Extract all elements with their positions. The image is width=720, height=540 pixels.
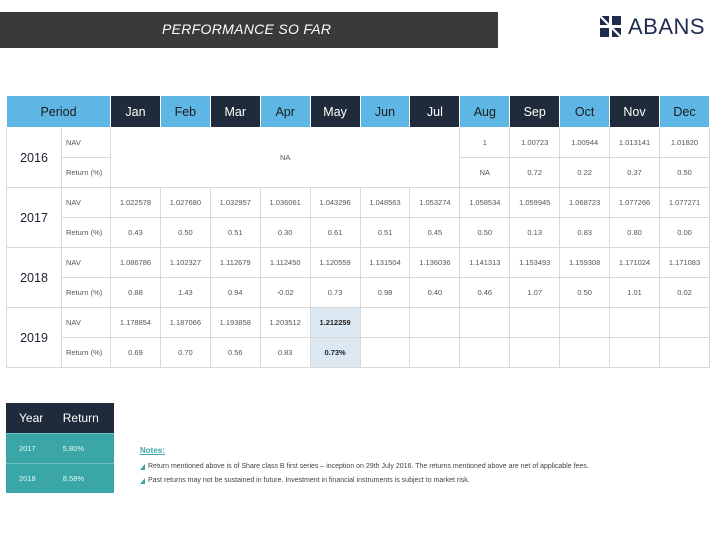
- return-cell: 0.88: [111, 278, 161, 308]
- nav-cell: 1.120559: [310, 248, 360, 278]
- na-cell: NA: [111, 128, 460, 188]
- header-dec: Dec: [659, 96, 709, 128]
- nav-cell: 1.136036: [410, 248, 460, 278]
- return-cell: 0.50: [560, 278, 610, 308]
- empty-cell: [560, 308, 610, 338]
- empty-cell: [510, 338, 560, 368]
- abans-logo-icon: [600, 16, 622, 38]
- nav-cell: 1.077266: [610, 188, 660, 218]
- return-cell: 0.80: [610, 218, 660, 248]
- table-row-2017-nav: [7, 188, 710, 218]
- row-label-return: Return (%): [62, 278, 111, 308]
- year-cell-2016: 2016: [7, 128, 62, 188]
- nav-cell: 1.077271: [659, 188, 709, 218]
- return-cell: 1.07: [510, 278, 560, 308]
- return-cell: 0.50: [659, 158, 709, 188]
- return-cell: 0.98: [360, 278, 410, 308]
- page-title: PERFORMANCE SO FAR: [162, 21, 332, 37]
- nav-cell: 1.022578: [111, 188, 161, 218]
- nav-cell: 1.01820: [659, 128, 709, 158]
- note-item: [140, 477, 715, 484]
- header-mar: Mar: [210, 96, 260, 128]
- nav-cell: 1.00944: [560, 128, 610, 158]
- header-jul: Jul: [410, 96, 460, 128]
- return-cell: 0.83: [260, 338, 310, 368]
- year-cell-2018: 2018: [7, 248, 62, 308]
- nav-cell: 1.027680: [160, 188, 210, 218]
- nav-cell: 1.032957: [210, 188, 260, 218]
- nav-cell: 1.203512: [260, 308, 310, 338]
- nav-cell: 1.068723: [560, 188, 610, 218]
- row-label-return: Return (%): [62, 158, 111, 188]
- notes-section: [140, 446, 715, 491]
- annual-return-table: [6, 403, 114, 493]
- nav-cell: 1.036061: [260, 188, 310, 218]
- annual-header-row: [6, 403, 114, 434]
- row-label-nav: NAV: [62, 188, 111, 218]
- table-row-2019-return: [7, 338, 710, 368]
- row-label-nav: NAV: [62, 308, 111, 338]
- empty-cell: [360, 308, 410, 338]
- nav-cell: 1.053274: [410, 188, 460, 218]
- nav-cell: 1.153493: [510, 248, 560, 278]
- return-cell: NA: [460, 158, 510, 188]
- nav-cell: 1.043296: [310, 188, 360, 218]
- header-nov: Nov: [610, 96, 660, 128]
- return-cell: 0.02: [659, 278, 709, 308]
- header-feb: Feb: [160, 96, 210, 128]
- header-sep: Sep: [510, 96, 560, 128]
- empty-cell: [460, 338, 510, 368]
- return-cell: 0.51: [210, 218, 260, 248]
- return-cell: 0.43: [111, 218, 161, 248]
- nav-cell: 1.171083: [659, 248, 709, 278]
- return-cell: 0.50: [160, 218, 210, 248]
- brand-logo: [600, 15, 705, 39]
- row-label-nav: NAV: [62, 248, 111, 278]
- header-jun: Jun: [360, 96, 410, 128]
- empty-cell: [510, 308, 560, 338]
- row-label-return: Return (%): [62, 338, 111, 368]
- header-may: May: [310, 96, 360, 128]
- table-header-row: [7, 96, 710, 128]
- return-cell: 0.45: [410, 218, 460, 248]
- empty-cell: [410, 308, 460, 338]
- nav-cell: 1.102327: [160, 248, 210, 278]
- nav-cell: 1.086786: [111, 248, 161, 278]
- return-cell: 0.69: [111, 338, 161, 368]
- empty-cell: [360, 338, 410, 368]
- nav-cell: 1.159308: [560, 248, 610, 278]
- return-cell: 0.61: [310, 218, 360, 248]
- annual-row: [6, 434, 114, 464]
- empty-cell: [659, 338, 709, 368]
- year-cell-2017: 2017: [7, 188, 62, 248]
- note-text: Past returns may not be sustained in future. Investment in financial instruments is subject to market risk.: [148, 477, 470, 484]
- annual-return: 5.80%: [57, 434, 114, 464]
- return-cell: 0.70: [160, 338, 210, 368]
- annual-year: 2018: [6, 464, 57, 494]
- return-cell: 0.37: [610, 158, 660, 188]
- nav-cell: 1.058534: [460, 188, 510, 218]
- nav-cell: 1.013141: [610, 128, 660, 158]
- title-bar: [0, 12, 498, 48]
- return-cell: 0.51: [360, 218, 410, 248]
- annual-header-return: Return: [57, 403, 114, 434]
- nav-cell-latest: 1.212259: [310, 308, 360, 338]
- annual-row: [6, 464, 114, 494]
- return-cell: 0.72: [510, 158, 560, 188]
- return-cell: 0.94: [210, 278, 260, 308]
- return-cell: 0.00: [659, 218, 709, 248]
- return-cell: 1.43: [160, 278, 210, 308]
- nav-cell: 1.141313: [460, 248, 510, 278]
- empty-cell: [610, 338, 660, 368]
- return-cell: 0.22: [560, 158, 610, 188]
- notes-title: Notes:: [140, 446, 165, 455]
- header-apr: Apr: [260, 96, 310, 128]
- return-cell: 0.46: [460, 278, 510, 308]
- brand-name: ABANS: [628, 14, 706, 39]
- empty-cell: [410, 338, 460, 368]
- return-cell: -0.02: [260, 278, 310, 308]
- note-text: Return mentioned above is of Share class B first series – inception on 29th July 2016. The returns mentioned above are net of applicable fees.: [148, 463, 589, 470]
- nav-cell: 1.048563: [360, 188, 410, 218]
- return-cell: 0.83: [560, 218, 610, 248]
- performance-table: [6, 95, 710, 368]
- return-cell-latest: 0.73%: [310, 338, 360, 368]
- header-aug: Aug: [460, 96, 510, 128]
- annual-header-year: Year: [6, 403, 57, 434]
- empty-cell: [560, 338, 610, 368]
- year-cell-2019: 2019: [7, 308, 62, 368]
- header-jan: Jan: [111, 96, 161, 128]
- header-period: Period: [7, 96, 111, 128]
- nav-cell: 1.131504: [360, 248, 410, 278]
- table-row-2018-nav: [7, 248, 710, 278]
- return-cell: 0.13: [510, 218, 560, 248]
- nav-cell: 1.178854: [111, 308, 161, 338]
- nav-cell: 1.187066: [160, 308, 210, 338]
- nav-cell: 1.171024: [610, 248, 660, 278]
- note-item: [140, 463, 715, 470]
- return-cell: 1.01: [610, 278, 660, 308]
- annual-return: 8.58%: [57, 464, 114, 494]
- triangle-bullet-icon: [140, 478, 145, 484]
- empty-cell: [659, 308, 709, 338]
- empty-cell: [460, 308, 510, 338]
- triangle-bullet-icon: [140, 464, 145, 470]
- header-oct: Oct: [560, 96, 610, 128]
- return-cell: 0.50: [460, 218, 510, 248]
- annual-year: 2017: [6, 434, 57, 464]
- nav-cell: 1: [460, 128, 510, 158]
- row-label-nav: NAV: [62, 128, 111, 158]
- nav-cell: 1.193858: [210, 308, 260, 338]
- return-cell: 0.56: [210, 338, 260, 368]
- nav-cell: 1.112679: [210, 248, 260, 278]
- return-cell: 0.73: [310, 278, 360, 308]
- empty-cell: [610, 308, 660, 338]
- nav-cell: 1.00723: [510, 128, 560, 158]
- return-cell: 0.40: [410, 278, 460, 308]
- table-row-2017-return: [7, 218, 710, 248]
- table-row-2018-return: [7, 278, 710, 308]
- nav-cell: 1.112450: [260, 248, 310, 278]
- nav-cell: 1.059945: [510, 188, 560, 218]
- return-cell: 0.30: [260, 218, 310, 248]
- row-label-return: Return (%): [62, 218, 111, 248]
- table-row-2016-nav: [7, 128, 710, 158]
- table-row-2019-nav: [7, 308, 710, 338]
